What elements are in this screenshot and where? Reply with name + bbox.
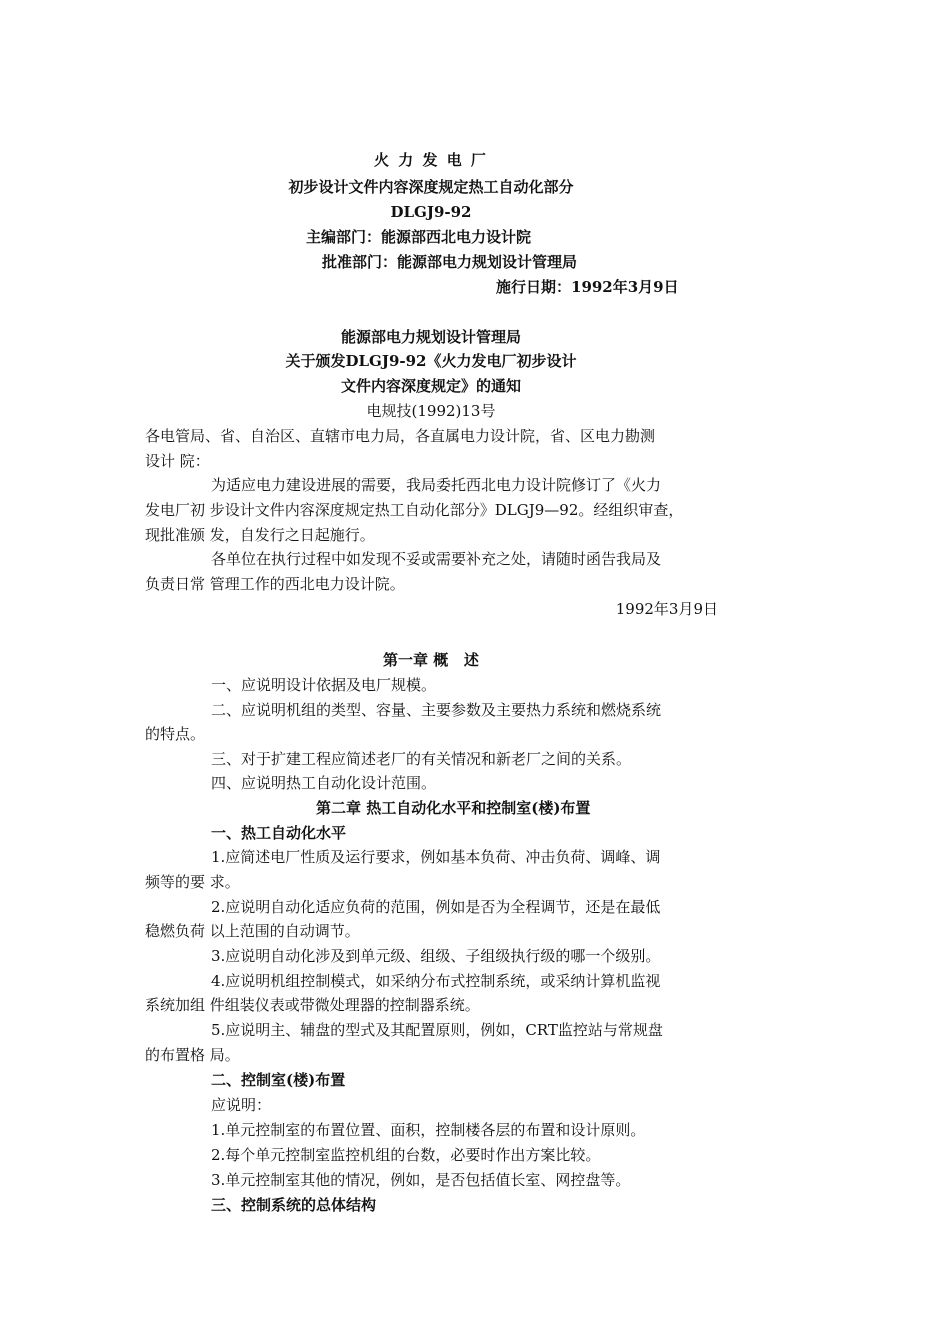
notice-paragraph-cont: 负责日常 管理工作的西北电力设计院。 xyxy=(145,575,405,593)
editor-dept: 主编部门：能源部西北电力设计院 xyxy=(306,228,532,246)
notice-doc-number: 电规技(1992)13号 xyxy=(366,402,496,420)
effective-date: 施行日期：1992年3月9日 xyxy=(496,278,679,296)
list-item: 2.应说明自动化适应负荷的范围，例如是否为全程调节，还是在最低 xyxy=(211,898,661,916)
list-item: 5.应说明主、辅盘的型式及其配置原则，例如，CRT监控站与常规盘 xyxy=(211,1021,663,1039)
list-item-cont: 的布置格 局。 xyxy=(145,1046,240,1064)
list-item: 1.应简述电厂性质及运行要求，例如基本负荷、冲击负荷、调峰、调 xyxy=(211,848,661,866)
notice-paragraph-cont: 现批准颁 发，自发行之日起施行。 xyxy=(145,526,375,544)
notice-title-3: 文件内容深度规定》的通知 xyxy=(340,377,521,395)
list-item: 二、应说明机组的类型、容量、主要参数及主要热力系统和燃烧系统 xyxy=(211,701,662,719)
notice-paragraph: 各单位在执行过程中如发现不妥或需要补充之处，请随时函告我局及 xyxy=(211,550,662,568)
list-item: 四、应说明热工自动化设计范围。 xyxy=(211,774,437,792)
notice-addressee-cont: 设计 院： xyxy=(145,452,210,470)
list-item-cont: 系统加组 件组装仪表或带微处理器的控制器系统。 xyxy=(145,996,480,1014)
approver-dept: 批准部门：能源部电力规划设计管理局 xyxy=(322,253,578,271)
list-item-cont: 频等的要 求。 xyxy=(145,873,240,891)
notice-title-2: 关于颁发DLGJ9-92《火力发电厂初步设计 xyxy=(285,352,577,370)
notice-paragraph: 为适应电力建设进展的需要，我局委托西北电力设计院修订了《火力 xyxy=(211,476,662,494)
section-intro: 应说明： xyxy=(211,1096,272,1114)
list-item: 3.单元控制室其他的情况，例如，是否包括值长室、网控盘等。 xyxy=(211,1171,631,1189)
list-item-cont: 稳燃负荷 以上范围的自动调节。 xyxy=(145,922,360,940)
notice-addressee: 各电管局、省、自治区、直辖市电力局，各直属电力设计院，省、区电力勘测 xyxy=(145,427,656,445)
list-item: 三、对于扩建工程应简述老厂的有关情况和新老厂之间的关系。 xyxy=(211,750,632,768)
doc-subtitle: 初步设计文件内容深度规定热工自动化部分 xyxy=(288,178,574,196)
section-heading: 一、热工自动化水平 xyxy=(211,824,347,842)
notice-paragraph-cont: 发电厂初 步设计文件内容深度规定热工自动化部分》DLGJ9—92。经组织审查， xyxy=(145,501,684,519)
notice-title-1: 能源部电力规划设计管理局 xyxy=(340,328,521,346)
section-heading: 三、控制系统的总体结构 xyxy=(211,1196,377,1214)
list-item-cont: 的特点。 xyxy=(145,725,206,743)
doc-code: DLGJ9-92 xyxy=(390,203,472,221)
section-heading: 二、控制室(楼)布置 xyxy=(211,1071,346,1089)
list-item: 2.每个单元控制室监控机组的台数，必要时作出方案比较。 xyxy=(211,1146,601,1164)
list-item: 1.单元控制室的布置位置、面积，控制楼各层的布置和设计原则。 xyxy=(211,1121,646,1139)
chapter-1-title: 第一章 概 述 xyxy=(383,651,479,669)
notice-date: 1992年3月9日 xyxy=(615,600,718,618)
list-item: 一、应说明设计依据及电厂规模。 xyxy=(211,676,437,694)
list-item: 4.应说明机组控制模式，如采纳分布式控制系统，或采纳计算机监视 xyxy=(211,972,661,990)
doc-title: 火 力 发 电 厂 xyxy=(374,151,488,169)
list-item: 3.应说明自动化涉及到单元级、组级、子组级执行级的哪一个级别。 xyxy=(211,947,661,965)
chapter-2-title: 第二章 热工自动化水平和控制室(楼)布置 xyxy=(316,799,591,817)
